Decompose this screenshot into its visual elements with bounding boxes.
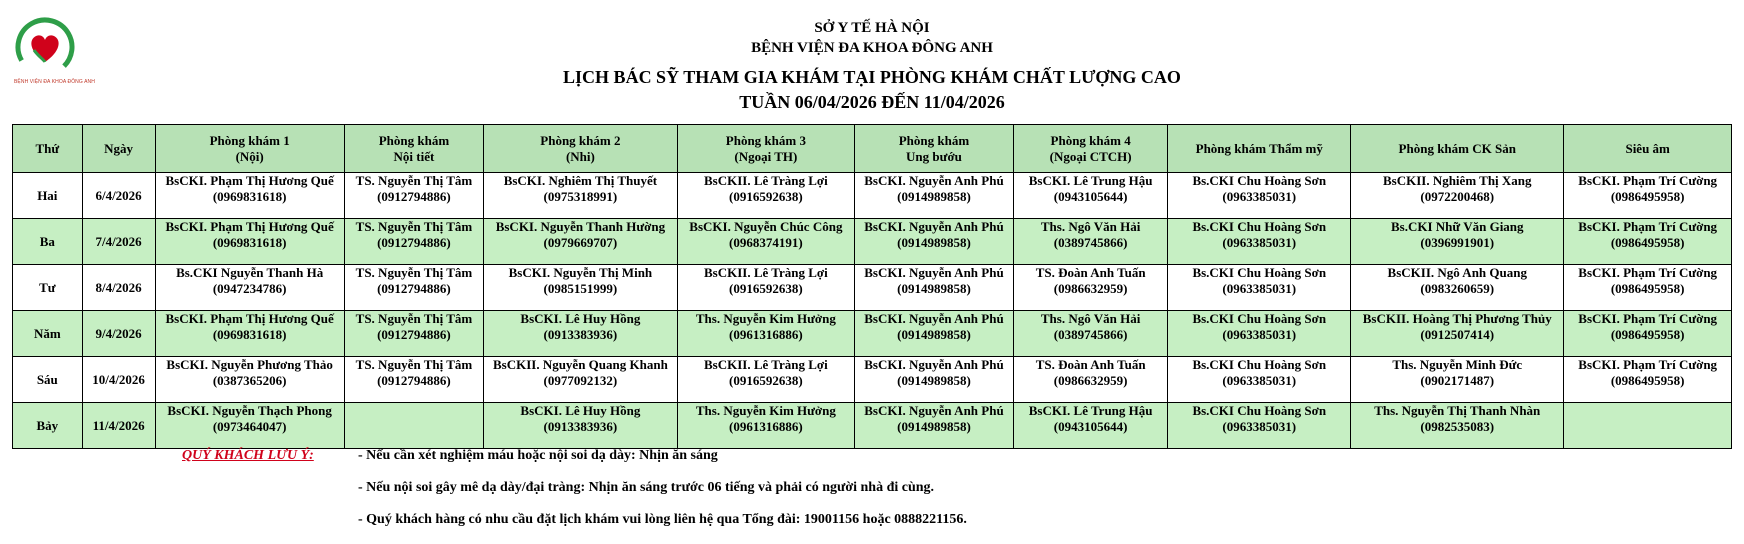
doctor-cell <box>677 357 854 403</box>
doctor-cell <box>677 173 854 219</box>
date-cell: 7/4/2026 <box>82 219 155 265</box>
doctor-name: BsCKI. Lê Huy Hồng <box>520 311 641 326</box>
doctor-phone: (0982535083) <box>1420 419 1495 434</box>
doctor-name: BsCKI. Nguyễn Anh Phú <box>864 173 1004 188</box>
doctor-cell <box>1351 403 1564 449</box>
doctor-cell <box>1564 311 1732 357</box>
doctor-phone: (0979669707) <box>543 235 618 250</box>
table-row <box>13 219 1732 265</box>
doctor-phone: (0396991901) <box>1420 235 1495 250</box>
doctor-phone: (0913383936) <box>543 327 618 342</box>
doctor-cell <box>855 173 1014 219</box>
logo-caption: BỆNH VIỆN ĐA KHOA ĐÔNG ANH <box>14 79 95 85</box>
doctor-name: TS. Nguyễn Thị Tâm <box>355 219 473 234</box>
date-cell: 11/4/2026 <box>82 403 155 449</box>
doctor-name: Ths. Ngô Văn Hải <box>1040 219 1141 234</box>
column-header-subtitle: Nội tiết <box>393 148 435 164</box>
doctor-cell <box>484 265 678 311</box>
doctor-name: BsCKII. Lê Tràng Lợi <box>704 357 828 372</box>
table-row <box>13 265 1732 311</box>
doctor-name: BsCKI. Nguyễn Anh Phú <box>864 403 1004 418</box>
doctor-phone: (0983260659) <box>1420 281 1495 296</box>
doctor-cell <box>1564 265 1732 311</box>
doctor-name: Bs.CKI Chu Hoàng Sơn <box>1192 265 1327 280</box>
doctor-name: TS. Nguyễn Thị Tâm <box>355 357 473 372</box>
doctor-cell <box>1564 403 1732 449</box>
doctor-name: Bs.CKI Chu Hoàng Sơn <box>1192 357 1327 372</box>
doctor-cell <box>1351 311 1564 357</box>
date-cell: 6/4/2026 <box>82 173 155 219</box>
doctor-name: BsCKI. Phạm Trí Cường <box>1578 265 1718 280</box>
doctor-cell <box>855 357 1014 403</box>
table-row <box>13 173 1732 219</box>
doctor-name: TS. Đoàn Anh Tuấn <box>1035 265 1146 280</box>
doctor-cell <box>1168 311 1351 357</box>
doctor-name: Ths. Nguyễn Kim Hưởng <box>695 403 836 418</box>
doctor-name: TS. Nguyễn Thị Tâm <box>355 265 473 280</box>
column-header <box>677 125 854 173</box>
doctor-phone: (0387365206) <box>212 373 287 388</box>
doctor-cell <box>155 173 344 219</box>
doctor-cell <box>1013 173 1167 219</box>
doctor-phone: (0963385031) <box>1222 281 1297 296</box>
column-header-subtitle: (Nhi) <box>565 148 595 164</box>
doctor-name: BsCKII. Lê Tràng Lợi <box>704 265 828 280</box>
day-cell: Tư <box>13 265 83 311</box>
page-title: LỊCH BÁC SỸ THAM GIA KHÁM TẠI PHÒNG KHÁM CHẤT LƯỢNG CAO <box>563 67 1181 87</box>
doctor-phone: (0912794886) <box>377 189 451 204</box>
notes-label: QUÝ KHÁCH LƯU Ý: <box>182 448 314 463</box>
doctor-cell <box>344 311 483 357</box>
doctor-phone: (0943105644) <box>1053 189 1128 204</box>
doctor-phone: (0977092132) <box>543 373 618 388</box>
column-header <box>1168 125 1351 173</box>
doctor-phone: (0972200468) <box>1420 189 1495 204</box>
doctor-name: Bs.CKI Nguyễn Thanh Hà <box>176 265 324 280</box>
doctor-phone: (0914989858) <box>897 327 971 342</box>
doctor-phone: (0912794886) <box>377 327 451 342</box>
doctor-name: TS. Đoàn Anh Tuấn <box>1035 357 1146 372</box>
doctor-cell <box>1351 357 1564 403</box>
doctor-name: BsCKII. Hoàng Thị Phương Thủy <box>1362 311 1552 326</box>
doctor-cell <box>677 403 854 449</box>
column-header-title: Phòng khám 3 <box>725 132 806 148</box>
column-header <box>344 125 483 173</box>
doctor-phone: (0986495958) <box>1610 189 1685 204</box>
doctor-cell <box>484 311 678 357</box>
doctor-phone: (0913383936) <box>543 419 618 434</box>
doctor-phone: (0963385031) <box>1222 189 1297 204</box>
doctor-phone: (0912794886) <box>377 373 451 388</box>
doctor-phone: (0914989858) <box>897 189 971 204</box>
doctor-cell <box>484 173 678 219</box>
doctor-name: BsCKI. Nghiêm Thị Thuyết <box>503 173 658 188</box>
doctor-phone: (0986495958) <box>1610 327 1685 342</box>
doctor-cell <box>344 357 483 403</box>
doctor-name: Bs.CKI Chu Hoàng Sơn <box>1192 219 1327 234</box>
column-header <box>1013 125 1167 173</box>
doctor-name: TS. Nguyễn Thị Tâm <box>355 311 473 326</box>
doctor-phone: (0963385031) <box>1222 327 1297 342</box>
doctor-cell <box>1168 265 1351 311</box>
doctor-phone: (0902171487) <box>1420 373 1495 388</box>
doctor-phone: (0986495958) <box>1610 281 1685 296</box>
doctor-name: Bs.CKI Chu Hoàng Sơn <box>1192 173 1327 188</box>
doctor-cell <box>484 219 678 265</box>
doctor-cell <box>155 265 344 311</box>
column-header <box>155 125 344 173</box>
doctor-cell <box>855 403 1014 449</box>
doctor-cell <box>855 311 1014 357</box>
doctor-name: BsCKI. Lê Huy Hồng <box>520 403 641 418</box>
column-header-subtitle: (Ngoại CTCH) <box>1049 148 1132 164</box>
doctor-phone: (0986495958) <box>1610 373 1685 388</box>
doctor-cell <box>155 219 344 265</box>
doctor-phone: (0912794886) <box>377 235 451 250</box>
doctor-cell <box>1168 173 1351 219</box>
doctor-phone: (0986632959) <box>1053 281 1128 296</box>
doctor-name: BsCKI. Nguyễn Thanh Hường <box>495 219 666 234</box>
doctor-cell <box>1013 357 1167 403</box>
doctor-cell <box>484 403 678 449</box>
day-cell: Hai <box>13 173 83 219</box>
doctor-phone: (0963385031) <box>1222 373 1297 388</box>
doctor-cell <box>1351 219 1564 265</box>
column-header-title: Siêu âm <box>1625 140 1670 156</box>
column-header <box>855 125 1014 173</box>
doctor-cell <box>1351 173 1564 219</box>
doctor-phone: (0985151999) <box>543 281 618 296</box>
doctor-cell <box>344 173 483 219</box>
day-cell: Ba <box>13 219 83 265</box>
column-header-subtitle: Ung bướu <box>906 148 962 164</box>
doctor-name: Ths. Nguyễn Thị Thanh Nhàn <box>1374 403 1541 418</box>
doctor-phone: (0389745866) <box>1053 235 1128 250</box>
doctor-name: BsCKII. Nghiêm Thị Xang <box>1382 173 1532 188</box>
doctor-phone: (0969831618) <box>212 235 287 250</box>
doctor-name: Bs.CKI Chu Hoàng Sơn <box>1192 311 1327 326</box>
column-header-title: Ngày <box>104 140 134 156</box>
doctor-name: BsCKI. Phạm Trí Cường <box>1578 357 1718 372</box>
doctor-cell <box>155 311 344 357</box>
doctor-phone: (0969831618) <box>212 189 287 204</box>
column-header-title: Phòng khám <box>898 132 970 148</box>
date-cell: 10/4/2026 <box>82 357 155 403</box>
column-header <box>1351 125 1564 173</box>
doctor-cell <box>484 357 678 403</box>
hospital-name: BỆNH VIỆN ĐA KHOA ĐÔNG ANH <box>751 40 993 56</box>
doctor-phone: (0914989858) <box>897 419 971 434</box>
doctor-cell <box>1013 265 1167 311</box>
day-cell: Bảy <box>13 403 83 449</box>
column-header-subtitle: (Ngoại TH) <box>734 148 798 164</box>
column-header <box>82 125 155 173</box>
doctor-phone: (0912794886) <box>377 281 451 296</box>
doctor-phone: (0914989858) <box>897 235 971 250</box>
doctor-cell <box>1564 357 1732 403</box>
doctor-cell <box>855 219 1014 265</box>
doctor-phone: (0969831618) <box>212 327 287 342</box>
doctor-cell <box>1013 219 1167 265</box>
doctor-phone: (0912507414) <box>1420 327 1495 342</box>
doctor-cell <box>155 403 344 449</box>
doctor-cell <box>344 219 483 265</box>
doctor-cell <box>1351 265 1564 311</box>
doctor-name: BsCKI. Nguyễn Chúc Công <box>689 219 843 234</box>
doctor-name: BsCKI. Phạm Trí Cường <box>1578 219 1718 234</box>
doctor-name: BsCKI. Phạm Trí Cường <box>1578 173 1718 188</box>
doctor-name: Ths. Ngô Văn Hải <box>1040 311 1141 326</box>
doctor-phone: (0961316886) <box>729 419 803 434</box>
doctor-name: BsCKI. Phạm Trí Cường <box>1578 311 1718 326</box>
week-range: TUẦN 06/04/2026 ĐẾN 11/04/2026 <box>739 92 1005 112</box>
doctor-phone: (0916592638) <box>729 373 803 388</box>
table-row <box>13 403 1732 449</box>
column-header <box>13 125 83 173</box>
doctor-cell <box>344 403 483 449</box>
doctor-phone: (0975318991) <box>543 189 618 204</box>
doctor-name: BsCKI. Nguyễn Thị Minh <box>508 265 653 280</box>
doctor-cell <box>1168 403 1351 449</box>
doctor-cell <box>1168 219 1351 265</box>
department-name: SỞ Y TẾ HÀ NỘI <box>814 20 930 36</box>
doctor-cell <box>1564 219 1732 265</box>
day-cell: Năm <box>13 311 83 357</box>
note-fasting-blood-test: - Nếu cần xét nghiệm máu hoặc nội soi dạ dày: Nhịn ăn sáng <box>358 448 718 463</box>
doctor-name: BsCKI. Phạm Thị Hương Quế <box>165 173 334 188</box>
column-header-title: Phòng khám 1 <box>209 132 290 148</box>
doctor-name: BsCKI. Nguyễn Thạch Phong <box>167 403 332 418</box>
doctor-name: Bs.CKI Nhữ Văn Giang <box>1390 219 1524 234</box>
doctor-name: BsCKI. Nguyễn Anh Phú <box>864 311 1004 326</box>
doctor-phone: (0916592638) <box>729 189 803 204</box>
column-header <box>484 125 678 173</box>
doctor-name: BsCKI. Nguyễn Anh Phú <box>864 357 1004 372</box>
doctor-name: BsCKI. Phạm Thị Hương Quế <box>165 219 334 234</box>
doctor-name: BsCKI. Phạm Thị Hương Quế <box>165 311 334 326</box>
doctor-name: BsCKI. Lê Trung Hậu <box>1028 403 1153 418</box>
doctor-cell <box>677 311 854 357</box>
column-header-subtitle: (Nội) <box>235 148 264 164</box>
date-cell: 8/4/2026 <box>82 265 155 311</box>
doctor-phone: (0986632959) <box>1053 373 1128 388</box>
column-header-title: Phòng khám <box>378 132 450 148</box>
table-row <box>13 311 1732 357</box>
doctor-cell <box>1013 311 1167 357</box>
table-row <box>13 357 1732 403</box>
note-anesthesia-endoscopy: - Nếu nội soi gây mê dạ dày/đại tràng: Nhịn ăn sáng trước 06 tiếng và phải có người nhà đi cùng. <box>358 480 935 495</box>
doctor-name: BsCKI. Nguyễn Phương Thảo <box>166 357 333 372</box>
doctor-cell <box>1168 357 1351 403</box>
doctor-name: BsCKII. Nguyễn Quang Khanh <box>492 357 668 372</box>
doctor-name: BsCKI. Lê Trung Hậu <box>1028 173 1153 188</box>
doctor-phone: (0943105644) <box>1053 419 1128 434</box>
doctor-phone: (0961316886) <box>729 327 803 342</box>
doctor-phone: (0963385031) <box>1222 235 1297 250</box>
column-header-title: Phòng khám CK Sản <box>1398 140 1516 156</box>
doctor-cell <box>1013 403 1167 449</box>
doctor-phone: (0914989858) <box>897 281 971 296</box>
doctor-phone: (0914989858) <box>897 373 971 388</box>
doctor-cell <box>677 265 854 311</box>
doctor-phone: (0916592638) <box>729 281 803 296</box>
doctor-cell <box>855 265 1014 311</box>
doctor-phone: (0973464047) <box>212 419 287 434</box>
column-header-title: Phòng khám 4 <box>1050 132 1131 148</box>
doctor-phone: (0389745866) <box>1053 327 1128 342</box>
doctor-name: BsCKII. Ngô Anh Quang <box>1387 265 1527 280</box>
doctor-phone: (0947234786) <box>212 281 287 296</box>
doctor-name: BsCKII. Lê Tràng Lợi <box>704 173 828 188</box>
doctor-name: BsCKI. Nguyễn Anh Phú <box>864 219 1004 234</box>
column-header <box>1564 125 1732 173</box>
column-header-title: Phòng khám 2 <box>540 132 621 148</box>
doctor-phone: (0963385031) <box>1222 419 1297 434</box>
column-header-title: Thứ <box>35 140 60 156</box>
date-cell: 9/4/2026 <box>82 311 155 357</box>
doctor-name: Ths. Nguyễn Minh Đức <box>1392 357 1523 372</box>
table-header-row <box>13 125 1732 173</box>
doctor-name: TS. Nguyễn Thị Tâm <box>355 173 473 188</box>
doctor-name: Ths. Nguyễn Kim Hưởng <box>695 311 836 326</box>
doctor-phone: (0968374191) <box>729 235 803 250</box>
doctor-phone: (0986495958) <box>1610 235 1685 250</box>
schedule-table <box>12 124 1732 449</box>
doctor-cell <box>155 357 344 403</box>
doctor-cell <box>1564 173 1732 219</box>
note-booking-hotline: - Quý khách hàng có nhu cầu đặt lịch khám vui lòng liên hệ qua Tổng đài: 19001156 hoặc 0888221156. <box>358 512 967 527</box>
doctor-cell <box>344 265 483 311</box>
doctor-name: Bs.CKI Chu Hoàng Sơn <box>1192 403 1327 418</box>
doctor-name: BsCKI. Nguyễn Anh Phú <box>864 265 1004 280</box>
column-header-title: Phòng khám Thẩm mỹ <box>1195 140 1323 156</box>
doctor-cell <box>677 219 854 265</box>
day-cell: Sáu <box>13 357 83 403</box>
